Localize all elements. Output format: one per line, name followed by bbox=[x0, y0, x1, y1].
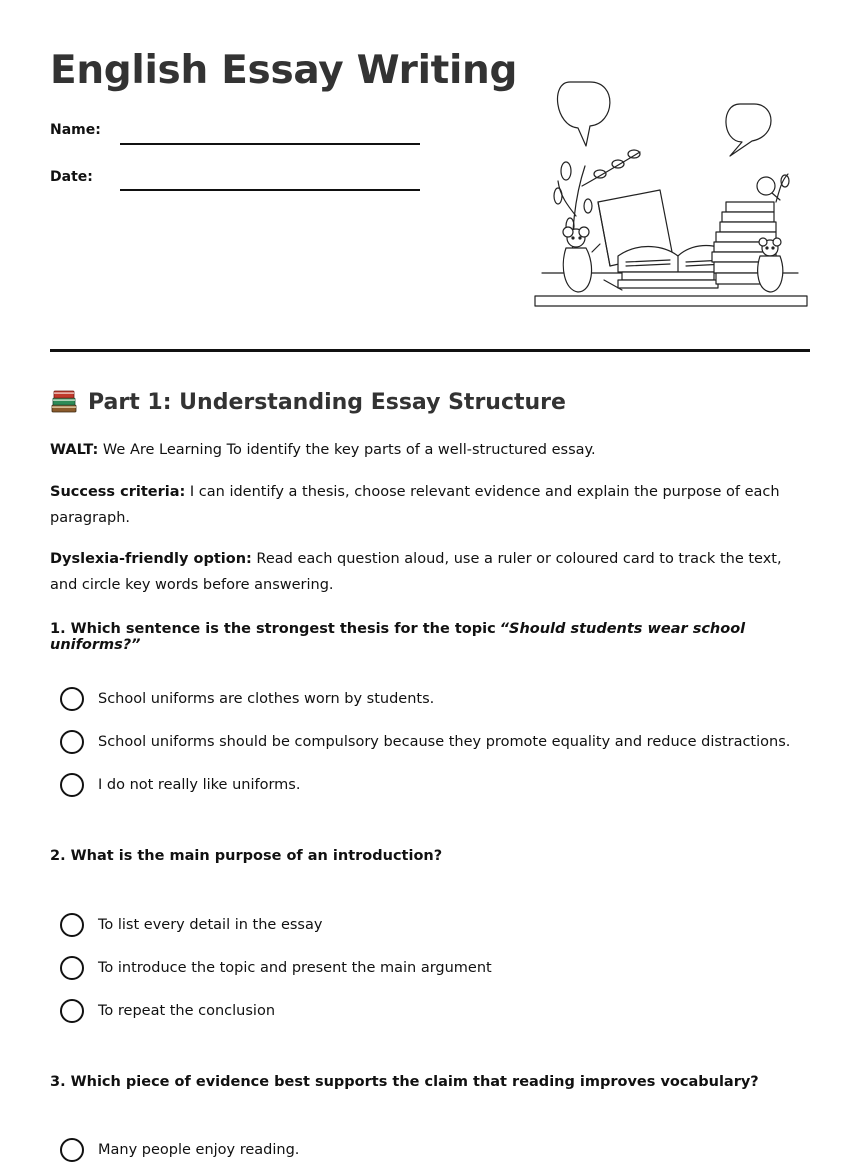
option-label: To list every detail in the essay bbox=[98, 917, 323, 933]
option-label: To introduce the topic and present the main argument bbox=[98, 960, 492, 976]
books-illustration bbox=[530, 76, 810, 311]
question-1 bbox=[50, 621, 810, 653]
name-field[interactable] bbox=[120, 143, 420, 145]
question-topic: “Should students wear school uniforms?” bbox=[50, 621, 746, 653]
answer-option[interactable] bbox=[60, 773, 300, 797]
dyslexia-option bbox=[50, 546, 800, 598]
success-text: I can identify a thesis, choose relevant evidence and explain the purpose of each paragraph. bbox=[50, 484, 780, 526]
question-2 bbox=[50, 848, 810, 864]
option-label: School uniforms should be compulsory because they promote equality and reduce distractions. bbox=[98, 734, 791, 750]
radio-button[interactable] bbox=[60, 1138, 84, 1162]
success-criteria bbox=[50, 479, 800, 531]
radio-button[interactable] bbox=[60, 730, 84, 754]
radio-button[interactable] bbox=[60, 956, 84, 980]
section-divider bbox=[50, 349, 810, 352]
answer-option[interactable] bbox=[60, 687, 434, 711]
section-title: Part 1: Understanding Essay Structure bbox=[88, 389, 566, 415]
radio-button[interactable] bbox=[60, 773, 84, 797]
dyslexia-text: Read each question aloud, use a ruler or coloured card to track the text, and circle key words before answering. bbox=[50, 551, 782, 593]
radio-button[interactable] bbox=[60, 913, 84, 937]
answer-option[interactable] bbox=[60, 999, 275, 1023]
date-label: Date: bbox=[50, 169, 93, 185]
section-heading bbox=[50, 389, 566, 415]
walt-label: WALT: bbox=[50, 442, 99, 458]
question-text: 1. Which sentence is the strongest thesis for the topic bbox=[50, 621, 496, 637]
option-label: To repeat the conclusion bbox=[98, 1003, 276, 1019]
answer-option[interactable] bbox=[60, 956, 492, 980]
walt-text: We Are Learning To identify the key parts of a well-structured essay. bbox=[102, 442, 596, 458]
success-label: Success criteria: bbox=[50, 484, 186, 500]
worksheet-title: English Essay Writing bbox=[50, 48, 518, 93]
option-label: Many people enjoy reading. bbox=[98, 1142, 300, 1158]
radio-button[interactable] bbox=[60, 687, 84, 711]
answer-option[interactable] bbox=[60, 1138, 299, 1162]
date-field[interactable] bbox=[120, 189, 420, 191]
answer-option[interactable] bbox=[60, 913, 322, 937]
option-label: I do not really like uniforms. bbox=[98, 777, 301, 793]
name-label: Name: bbox=[50, 122, 101, 138]
walt-statement bbox=[50, 437, 800, 463]
question-3 bbox=[50, 1074, 810, 1090]
option-label: School uniforms are clothes worn by students. bbox=[98, 691, 435, 707]
answer-option[interactable] bbox=[60, 730, 790, 754]
dyslexia-label: Dyslexia-friendly option: bbox=[50, 551, 252, 567]
radio-button[interactable] bbox=[60, 999, 84, 1023]
question-text: 2. What is the main purpose of an introduction? bbox=[50, 848, 443, 864]
books-icon bbox=[50, 389, 78, 415]
question-text: 3. Which piece of evidence best supports the claim that reading improves vocabulary? bbox=[50, 1074, 759, 1090]
